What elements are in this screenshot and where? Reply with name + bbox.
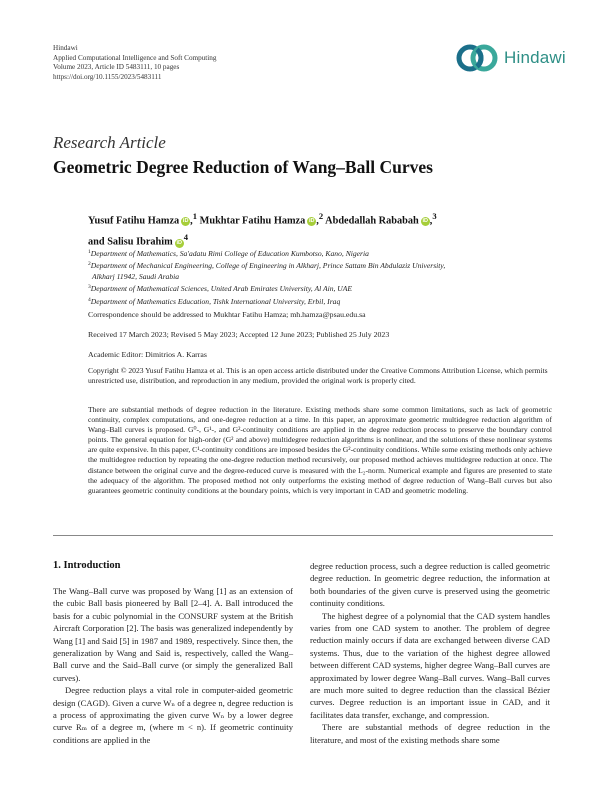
author-affiliation-sup: 2 [318, 211, 324, 221]
section-divider [53, 535, 553, 536]
affiliation-item: $^3$Department of Mathematical Sciences, United Arab Emirates University, Al Ain, UAE [88, 284, 353, 294]
hindawi-logo-text: Hindawi [504, 48, 566, 67]
paragraph: The Wang–Ball curve was proposed by Wang [1] as an extension of the cubic Ball basis pioneered by Ball [2–4]. A. Ball introduced the basis for a cubic polynomial in the CONSURF system at the British Aircraft Corporation [2]. The basis was generalized independently by Wang [1] and Said [5] in 1987 and 1989, respectively. Since then, the generalization by Wang and Said is, respectively, called the Wang–Ball curve and the Said–Ball curve (or simply the generalized Ball curves). [53, 586, 293, 683]
left-column [53, 585, 293, 746]
author-affiliation-sup: 1 [192, 211, 198, 221]
affiliation-item: $^4$Department of Mathematics Education, Tishk International University, Erbil, Iraq [88, 296, 341, 306]
affiliation-item: Alkharj 11942, Saudi Arabia [92, 271, 180, 281]
affiliations [88, 247, 528, 307]
journal-name: Applied Computational Intelligence and Soft Computing [53, 53, 217, 62]
publisher-name: Hindawi [53, 44, 78, 52]
right-column [310, 560, 550, 746]
article-title: Geometric Degree Reduction of Wang–Ball Curves [53, 157, 433, 177]
doi-link[interactable]: https://doi.org/10.1155/2023/5483111 [53, 72, 162, 81]
author-affiliation-sup: 3 [432, 211, 437, 221]
abstract: There are substantial methods of degree reduction in the literature. Existing methods share some common limitations, such as lack of geometric continuity, complex computations, and one-degree reduction at a time. In this paper, an approximate geometric multidegree reduction algorithm of Wang–Ball curves is proposed. G⁰-, G¹-, and G²-continuity conditions are applied in the degree reduction process to preserve the boundary control points. The general equation for high-order (G² and above) multidegree reduction algorithms is nonlinear, and the solutions of these nonlinear systems are quite expensive. In this paper, C¹-continuity conditions are imposed besides the G²-continuity conditions. While some existing methods only achieve the multidegree reduction by repeating the one-degree reduction method recursively, our proposed method achieves multidegree reduction at once. The distance between the original curve and the degree-reduced curve is measured with the L₂-norm. Numerical example and figures are presented to state the adequacy of the algorithm. The proposed method not only outperforms the existing method of degree reduction of Wang–Ball curves but also guarantees geometric continuity conditions at the boundary points, which is very important in CAD and geometric modeling. [88, 405, 552, 495]
affiliation-item: $^1$Department of Mathematics, Sa'adatu Rimi College of Education Kumbotso, Kano, Nigeria [88, 249, 369, 258]
author-name[interactable]: Salisu Ibrahim [107, 236, 173, 248]
article-type: Research Article [53, 133, 166, 152]
hindawi-logo [455, 38, 580, 78]
author-name[interactable]: Yusuf Fatihu Hamza [88, 215, 180, 227]
orcid-icon[interactable]: iD [182, 218, 189, 225]
affiliation-item: $^2$Department of Mechanical Engineering, College of Engineering in Alkharj, Prince Sattam Bin Abdulaziz University, [88, 261, 446, 271]
author-affiliation-sup: 4 [183, 232, 189, 243]
author-name[interactable]: Abdedallah Rababah [325, 215, 419, 227]
orcid-icon[interactable]: iD [176, 239, 182, 246]
paragraph: Degree reduction plays a vital role in computer-aided geometric design (CAGD). Given a curve Wₙ of a degree n, degree reduction is a process of approximating the given curve Wₙ by a lower degree curve Rₘ of a degree m, (where m < n). If geometric continuity conditions are applied in the [53, 685, 293, 745]
correspondence-line: Correspondence should be addressed to Mukhtar Fatihu Hamza; mh.hamza@psau.edu.sa [88, 310, 366, 319]
paragraph: degree reduction process, such a degree reduction is called geometric degree reduction. In geometric degree reduction, the information at both boundaries of the given curve is preserved using the geometric continuity conditions. [310, 561, 550, 609]
orcid-icon[interactable]: iD [422, 218, 428, 225]
section-heading: 1. Introduction [53, 560, 121, 571]
paragraph: The highest degree of a polynomial that the CAD system handles varies from one CAD system to another. The problem of degree reduction mainly occurs if data are exchanged between diverse CAD systems. Thus, due to the variation of the highest degree allowed between different CAD systems, higher degree Wang–Ball curves are approximated by lower degree Wang–Ball curves. Wang–Ball curves are much more suited to degree reduction than the classical Bézier curves. Degree reduction is an important issue in CAD, and it facilitates data transfer, exchange, and compression. [310, 610, 550, 720]
orcid-icon[interactable]: iD [309, 218, 315, 225]
academic-editor: Academic Editor: Dimitrios A. Karras [88, 350, 207, 359]
dates-line: Received 17 March 2023; Revised 5 May 2023; Accepted 12 June 2023; Published 25 July 2023 [88, 330, 390, 339]
copyright-notice: Copyright © 2023 Yusuf Fatihu Hamza et al. This is an open access article distributed under the Creative Commons Attribution License, which permits unrestricted use, distribution, and reproduction in any medium, provided the original work is properly cited. [88, 366, 548, 386]
author-list: Yusuf Fatihu Hamza iD ,$^1$ Mukhtar Fatihu Hamza iD ,$^2$ Abdedallah Rababah iD ,$^3$ and Salisu Ibrahim $iD^4$ [88, 211, 437, 248]
hindawi-rings-icon [455, 38, 501, 78]
author-name[interactable]: Mukhtar Fatihu Hamza [199, 215, 306, 227]
volume-line: Volume 2023, Article ID 5483111, 10 pages [53, 63, 180, 72]
paragraph: There are substantial methods of degree reduction in the literature, and most of the existing methods share some [310, 722, 550, 745]
journal-header [53, 44, 217, 82]
